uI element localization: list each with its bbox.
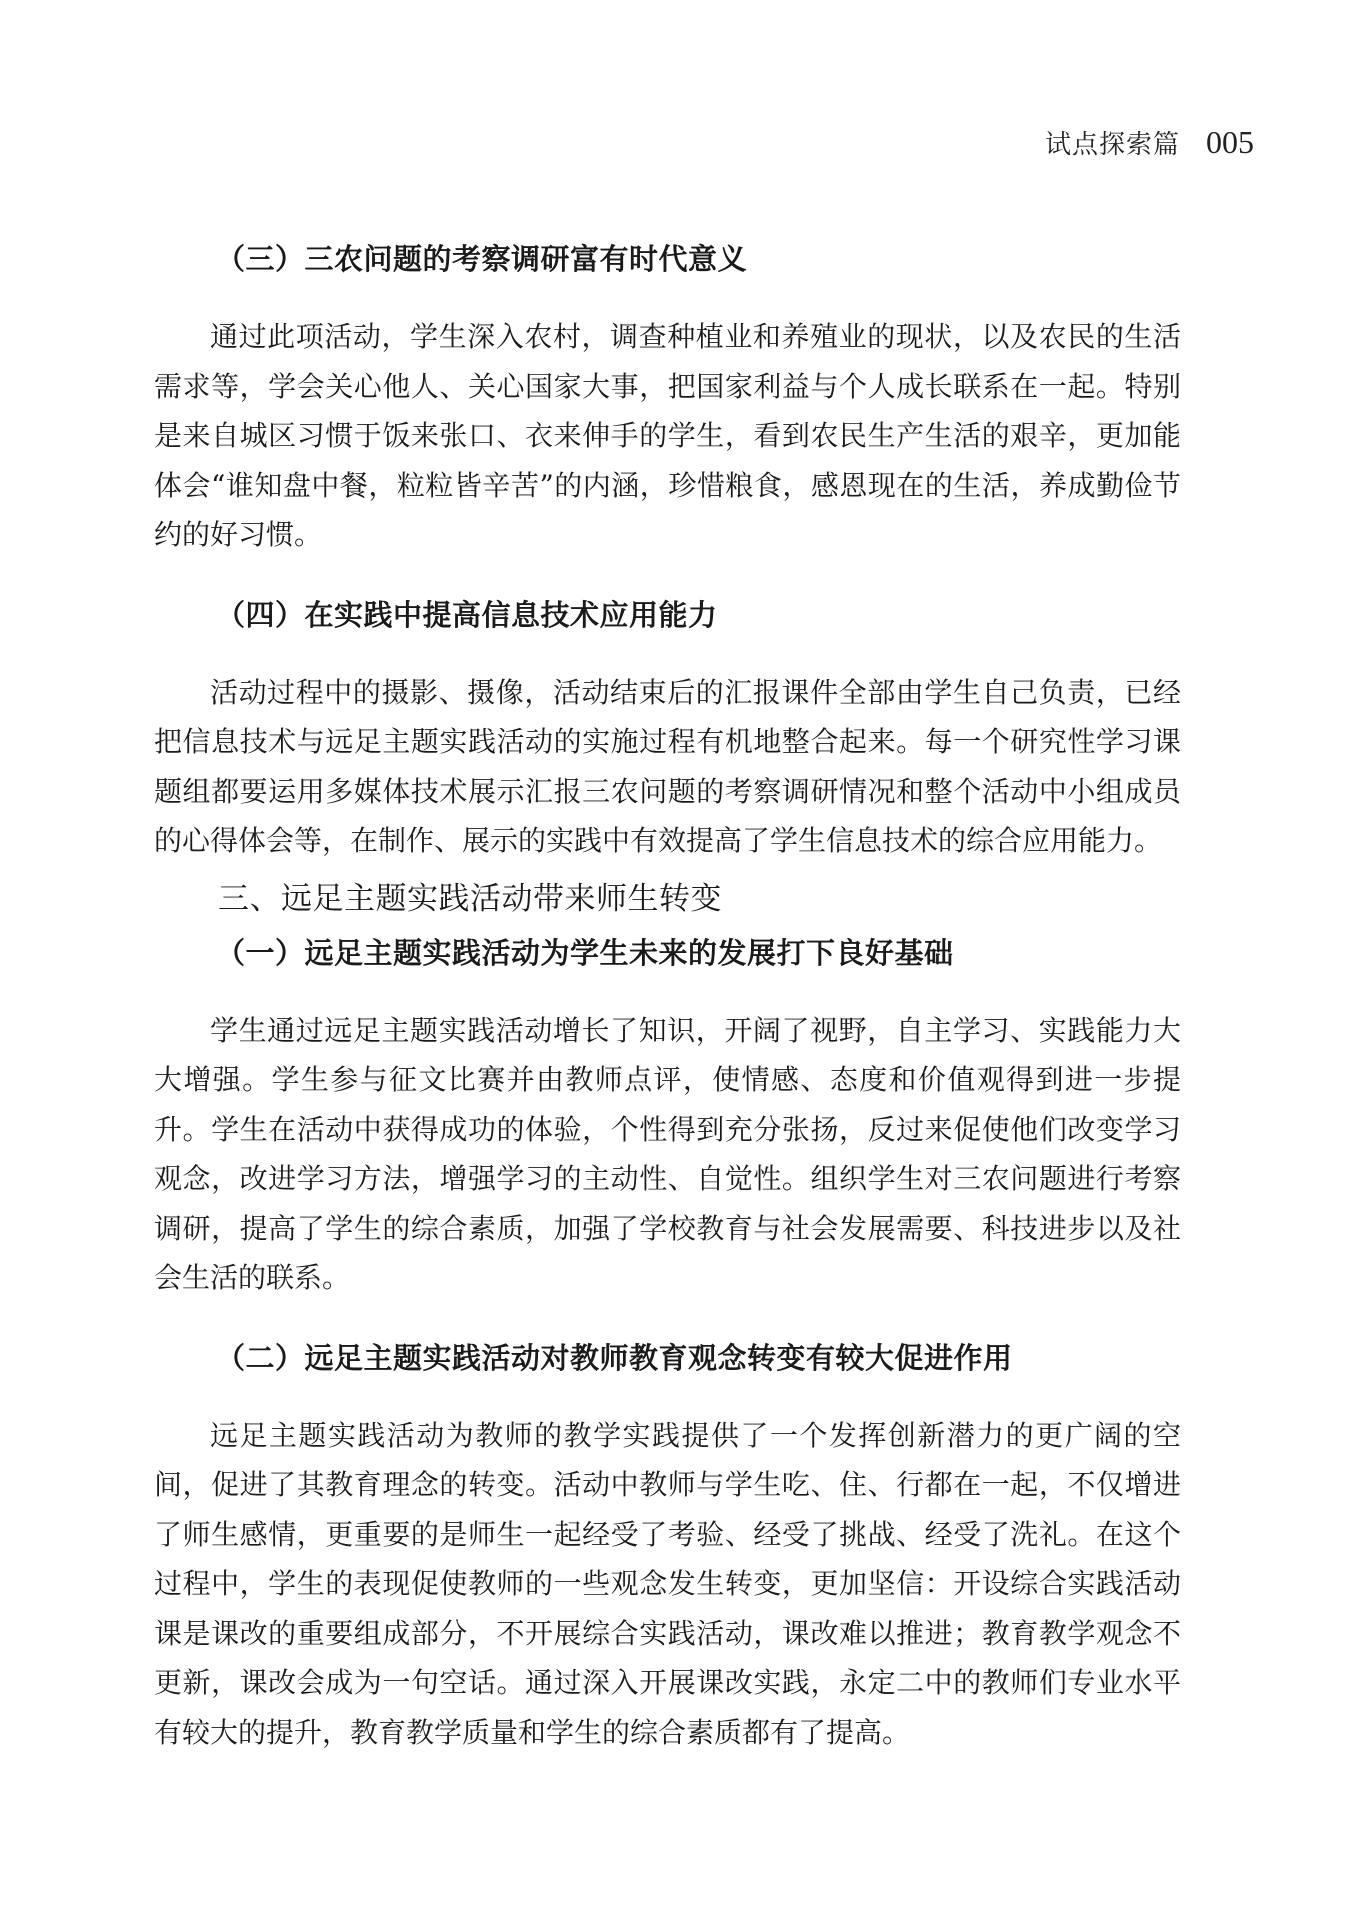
subsection-paragraph-3: 通过此项活动，学生深入农村，调查种植业和养殖业的现状，以及农民的生活需求等，学会关心他人、关心国家大事，把国家利益与个人成长联系在一起。特别是来自城区习惯于饭来张口、衣来伸手的学生，看到农民生产生活的艰辛，更加能体会“谁知盘中餐，粒粒皆辛苦”的内涵，珍惜粮食，感恩现在的生活，养成勤俭节约的好习惯。 xyxy=(154,320,1181,551)
subsection-heading-1: （一）远足主题实践活动为学生未来的发展打下良好基础 xyxy=(216,935,954,970)
running-title: 试点探索篇 xyxy=(1044,130,1180,160)
subsection-heading-3: （三）三农问题的考察调研富有时代意义 xyxy=(216,242,748,276)
page-number: 005 xyxy=(1206,124,1254,160)
subsection-paragraph-1: 学生通过远足主题实践活动增长了知识，开阔了视野，自主学习、实践能力大大增强。学生参与征文比赛并由教师点评，使情感、态度和价值观得到进一步提升。学生在活动中获得成功的体验，个性得到充分张扬，反过来促使他们改变学习观念，改进学习方法，增强学习的主动性、自觉性。组织学生对三农问题进行考察调研，提高了学生的综合素质，加强了学校教育与社会发展需要、科技进步以及社会生活的联系。 xyxy=(154,1013,1181,1294)
subsection-heading-4: （四）在实践中提高信息技术应用能力 xyxy=(216,597,718,632)
subsection-paragraph-4: 活动过程中的摄影、摄像，活动结束后的汇报课件全部由学生自己负责，已经把信息技术与远足主题实践活动的实施过程有机地整合起来。每一个研究性学习课题组都要运用多媒体技术展示汇报三农问题的考察调研情况和整个活动中小组成员的心得体会等，在制作、展示的实践中有效提高了学生信息技术的综合应用能力。 xyxy=(154,675,1181,857)
subsection-heading-2: （二）远足主题实践活动对教师教育观念转变有较大促进作用 xyxy=(216,1340,1013,1375)
page-body xyxy=(154,236,1181,1757)
section-heading-part-3: 三、远足主题实践活动带来师生转变 xyxy=(218,880,722,917)
running-header xyxy=(1045,124,1254,168)
subsection-paragraph-2: 远足主题实践活动为教师的教学实践提供了一个发挥创新潜力的更广阔的空间，促进了其教育理念的转变。活动中教师与学生吃、住、行都在一起，不仅增进了师生感情，更重要的是师生一起经受了考验、经受了挑战、经受了洗礼。在这个过程中，学生的表现促使教师的一些观念发生转变，更加坚信：开设综合实践活动课是课改的重要组成部分，不开展综合实践活动，课改难以推进；教育教学观念不更新，课改会成为一句空话。通过深入开展课改实践，永定二中的教师们专业水平有较大的提升，教育教学质量和学生的综合素质都有了提高。 xyxy=(154,1418,1181,1749)
